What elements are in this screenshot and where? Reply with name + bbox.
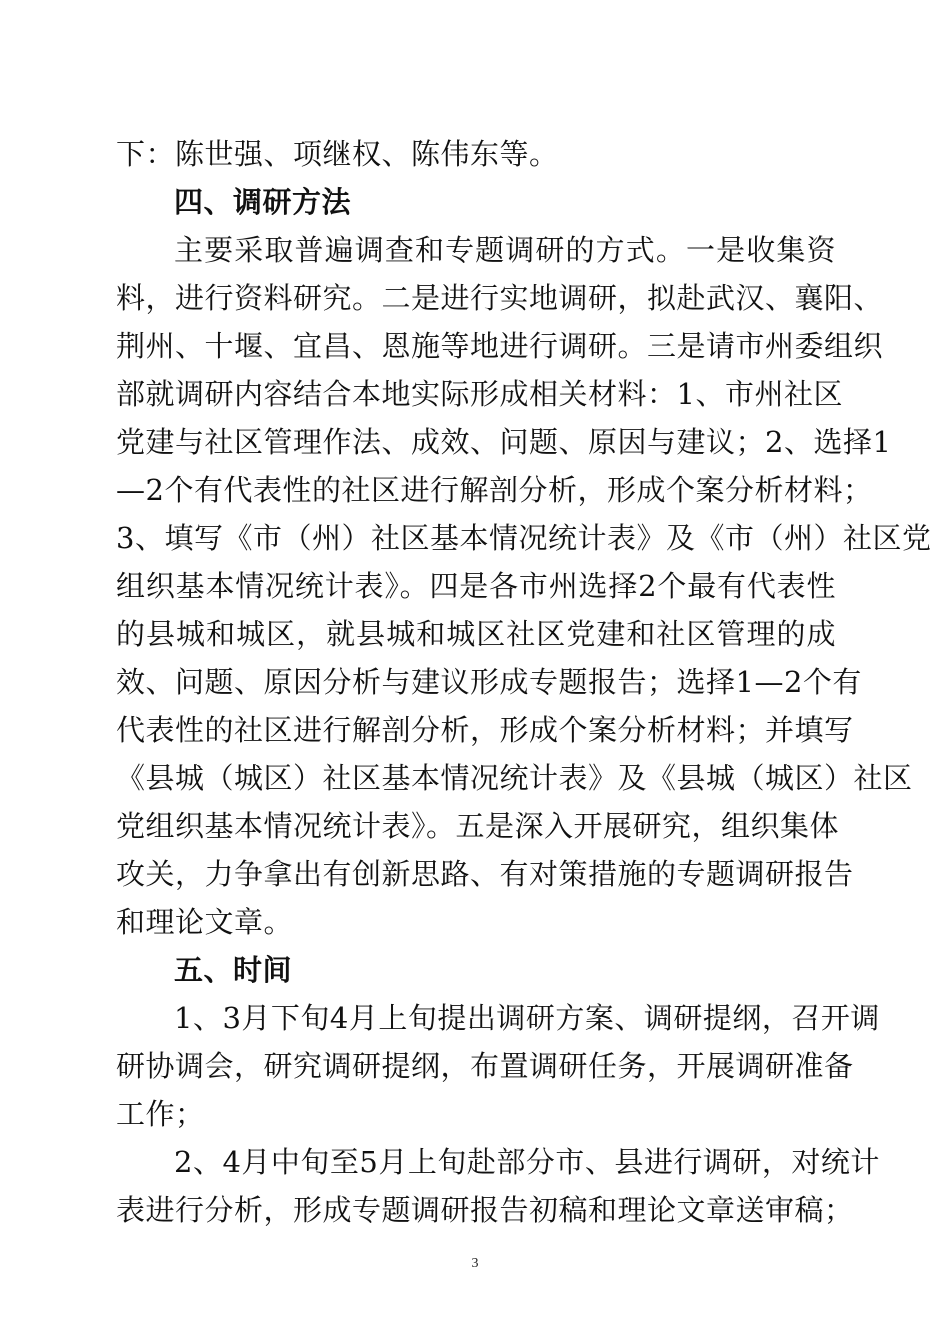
text-line: 2、4月中旬至5月上旬赴部分市、县进行调研，对统计 (174, 1145, 880, 1179)
section-heading-time: 五、时间 (174, 953, 293, 987)
text-line: 荆州、十堰、宜昌、恩施等地进行调研。三是请市州委组织 (116, 329, 884, 363)
text-line: 表进行分析，形成专题调研报告初稿和理论文章送审稿； (116, 1193, 854, 1227)
text-line: —2个有代表性的社区进行解剖分析，形成个案分析材料； (116, 473, 873, 507)
text-line: 《县城（城区）社区基本情况统计表》及《县城（城区）社区 (116, 761, 913, 795)
text-line: 下：陈世强、项继权、陈伟东等。 (116, 137, 559, 171)
document-body (116, 130, 932, 1234)
text-line: 1、3月下旬4月上旬提出调研方案、调研提纲，召开调 (174, 1001, 880, 1035)
text-line: 料，进行资料研究。二是进行实地调研，拟赴武汉、襄阳、 (116, 281, 884, 315)
text-line: 部就调研内容结合本地实际形成相关材料：1、市州社区 (116, 377, 843, 411)
page-number: 3 (471, 1256, 479, 1271)
text-line: 的县城和城区，就县城和城区社区党建和社区管理的成 (116, 617, 836, 651)
text-line: 党组织基本情况统计表》。五是深入开展研究，组织集体 (116, 809, 840, 843)
text-line: 和理论文章。 (116, 905, 294, 939)
text-line: 代表性的社区进行解剖分析，形成个案分析材料；并填写 (116, 713, 854, 747)
text-line: 3、填写《市（州）社区基本情况统计表》及《市（州）社区党 (116, 521, 932, 555)
text-line: 党建与社区管理作法、成效、问题、原因与建议；2、选择1 (116, 425, 892, 459)
text-line: 攻关，力争拿出有创新思路、有对策措施的专题调研报告 (116, 857, 854, 891)
text-line: 主要采取普遍调查和专题调研的方式。一是收集资 (174, 233, 836, 267)
text-line: 组织基本情况统计表》。四是各市州选择2个最有代表性 (116, 569, 836, 603)
text-line: 工作； (116, 1097, 205, 1131)
text-line: 研协调会，研究调研提纲，布置调研任务，开展调研准备 (116, 1049, 854, 1083)
text-line: 效、问题、原因分析与建议形成专题报告；选择1—2个有 (116, 665, 862, 699)
section-heading-methods: 四、调研方法 (174, 185, 352, 219)
